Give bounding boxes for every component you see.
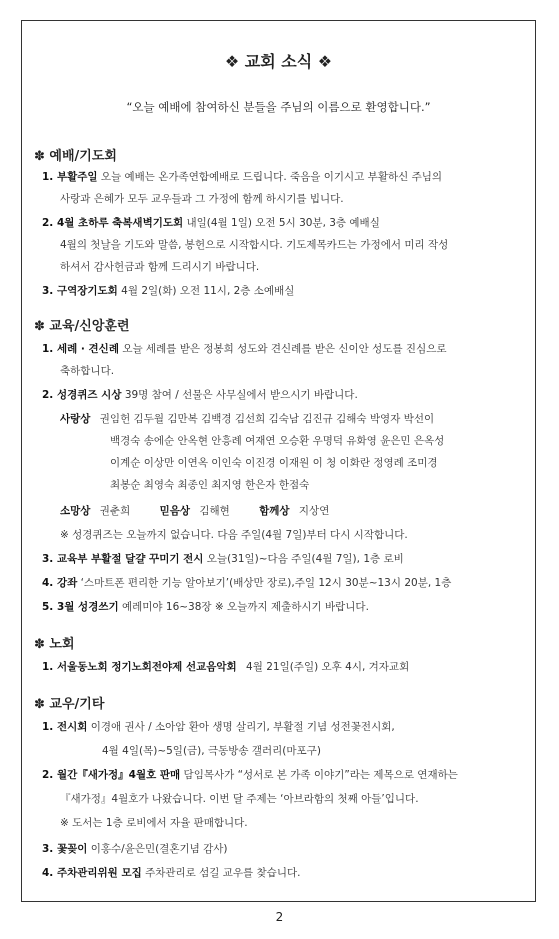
award-names: 이계순 이상만 이연옥 이인숙 이진경 이재원 이 청 이화란 정영례 조미경 <box>110 457 438 469</box>
section-heading-worship: ✽ 예배/기도회 <box>34 149 117 164</box>
section-heading-presbytery: ✽ 노회 <box>34 637 75 652</box>
quiz-note: ※ 성경퀴즈는 오늘까지 없습니다. 다음 주일(4월 7일)부터 다시 시작합니다. <box>60 529 408 541</box>
award-love-row <box>60 411 434 426</box>
members-item-4 <box>42 865 300 880</box>
page-title: ❖ 교회 소식 ❖ <box>224 52 333 71</box>
item-label: 3. 꽃꽂이 <box>42 843 88 855</box>
award-names: 권임헌 김두월 김만복 김백경 김선희 김숙남 김진규 김해숙 박영자 박선이 <box>99 413 435 425</box>
item-label: 1. 부활주일 <box>42 171 98 183</box>
item-text: 『새가정』4월호가 나왔습니다. 이번 달 주제는 ‘아브라함의 첫째 아들’입니다. <box>60 793 419 805</box>
item-label: 2. 성경퀴즈 시상 <box>42 389 122 401</box>
item-text: 내일(4월 1일) 오전 5시 30분, 3층 예배실 <box>186 217 380 229</box>
education-item-5 <box>42 599 369 614</box>
award-names: 권춘희 <box>99 505 131 517</box>
item-label: 3. 구역장기도회 <box>42 285 118 297</box>
worship-item-2 <box>42 215 380 230</box>
item-label: 1. 전시회 <box>42 721 88 733</box>
item-label: 2. 월간『새가정』4월호 판매 <box>42 769 181 781</box>
item-label: 4. 강좌 <box>42 577 78 589</box>
award-label: 사랑상 <box>60 413 91 425</box>
presbytery-item-1 <box>42 659 409 674</box>
item-text: 하셔서 감사헌금과 함께 드리시기 바랍니다. <box>60 261 260 273</box>
item-text: 오늘 예배는 온가족연합예배로 드립니다. 죽음을 이기시고 부활하신 주님의 <box>100 171 443 183</box>
members-item-3 <box>42 841 228 856</box>
education-item-1 <box>42 341 447 356</box>
item-label: 5. 3월 성경쓰기 <box>42 601 119 613</box>
item-text: 오늘(31일)~다음 주일(4월 7일), 1층 로비 <box>206 553 404 565</box>
item-label: 1. 서울동노회 정기노회전야제 선교음악회 <box>42 661 237 673</box>
section-heading-members: ✽ 교우/기타 <box>34 697 105 712</box>
item-label: 4. 주차관리위원 모집 <box>42 867 142 879</box>
item-text: 담임목사가 “성서로 본 가족 이야기”라는 제목으로 연재하는 <box>183 769 458 781</box>
bulletin-frame <box>21 20 536 902</box>
award-label: 소망상 <box>60 505 91 517</box>
item-text: 이경애 권사 / 소아암 환아 생명 살리기, 부활절 기념 성전꽃전시회, <box>90 721 395 733</box>
item-label: 3. 교육부 부활절 달걀 꾸미기 전시 <box>42 553 204 565</box>
item-text: 예레미야 16~38장 ※ 오늘까지 제출하시기 바랍니다. <box>121 601 369 613</box>
award-label: 함께상 <box>259 505 290 517</box>
award-names: 최봉순 최영숙 최종인 최지영 한은자 한점숙 <box>110 479 310 491</box>
award-label: 믿음상 <box>159 505 190 517</box>
members-item-2 <box>42 767 458 782</box>
section-heading-education: ✽ 교육/신앙훈련 <box>34 319 130 334</box>
award-other-row <box>60 503 329 518</box>
award-names: 지상연 <box>298 505 330 517</box>
item-text: 4월 21일(주일) 오후 4시, 겨자교회 <box>246 661 410 673</box>
item-text: 이홍수/윤은민(결혼기념 감사) <box>90 843 228 855</box>
education-item-3 <box>42 551 404 566</box>
item-label: 2. 4월 초하루 축복새벽기도회 <box>42 217 184 229</box>
award-names: 백경숙 송에순 안옥현 안흥례 여재연 오승환 우명덕 유화영 윤은민 은옥성 <box>110 435 445 447</box>
item-text: 4월 4일(목)~5일(금), 극동방송 갤러리(마포구) <box>102 745 321 757</box>
welcome-message: “오늘 예배에 참여하신 분들을 주님의 이름으로 환영합니다.” <box>126 100 431 114</box>
item-text: 4월 2일(화) 오전 11시, 2층 소예배실 <box>121 285 295 297</box>
item-text: 주차관리로 섬길 교우를 찾습니다. <box>145 867 301 879</box>
item-text: 4월의 첫날을 기도와 말씀, 봉헌으로 시작합시다. 기도제목카드는 가정에서 미리 작성 <box>60 239 449 251</box>
item-text: 39명 참여 / 선물은 사무실에서 받으시기 바랍니다. <box>124 389 358 401</box>
item-text: ※ 도서는 1층 로비에서 자율 판매합니다. <box>60 817 248 829</box>
item-label: 1. 세례 · 견신례 <box>42 343 119 355</box>
item-text: ‘스마트폰 편리한 기능 알아보기’(배상만 장로),주일 12시 30분~13시 20분, 1층 <box>80 577 452 589</box>
award-names: 김해현 <box>199 505 230 517</box>
worship-item-3 <box>42 283 294 298</box>
members-item-1 <box>42 719 395 734</box>
page-number: 2 <box>275 910 284 924</box>
education-item-4 <box>42 575 451 590</box>
item-text: 사랑과 은혜가 모두 교우들과 그 가정에 함께 하시기를 빕니다. <box>60 193 344 205</box>
item-text: 오늘 세례를 받은 정봉희 성도와 견신례를 받은 신이안 성도를 진심으로 <box>122 343 447 355</box>
item-text: 축하합니다. <box>60 365 115 377</box>
education-item-2 <box>42 387 358 402</box>
worship-item-1 <box>42 169 442 184</box>
